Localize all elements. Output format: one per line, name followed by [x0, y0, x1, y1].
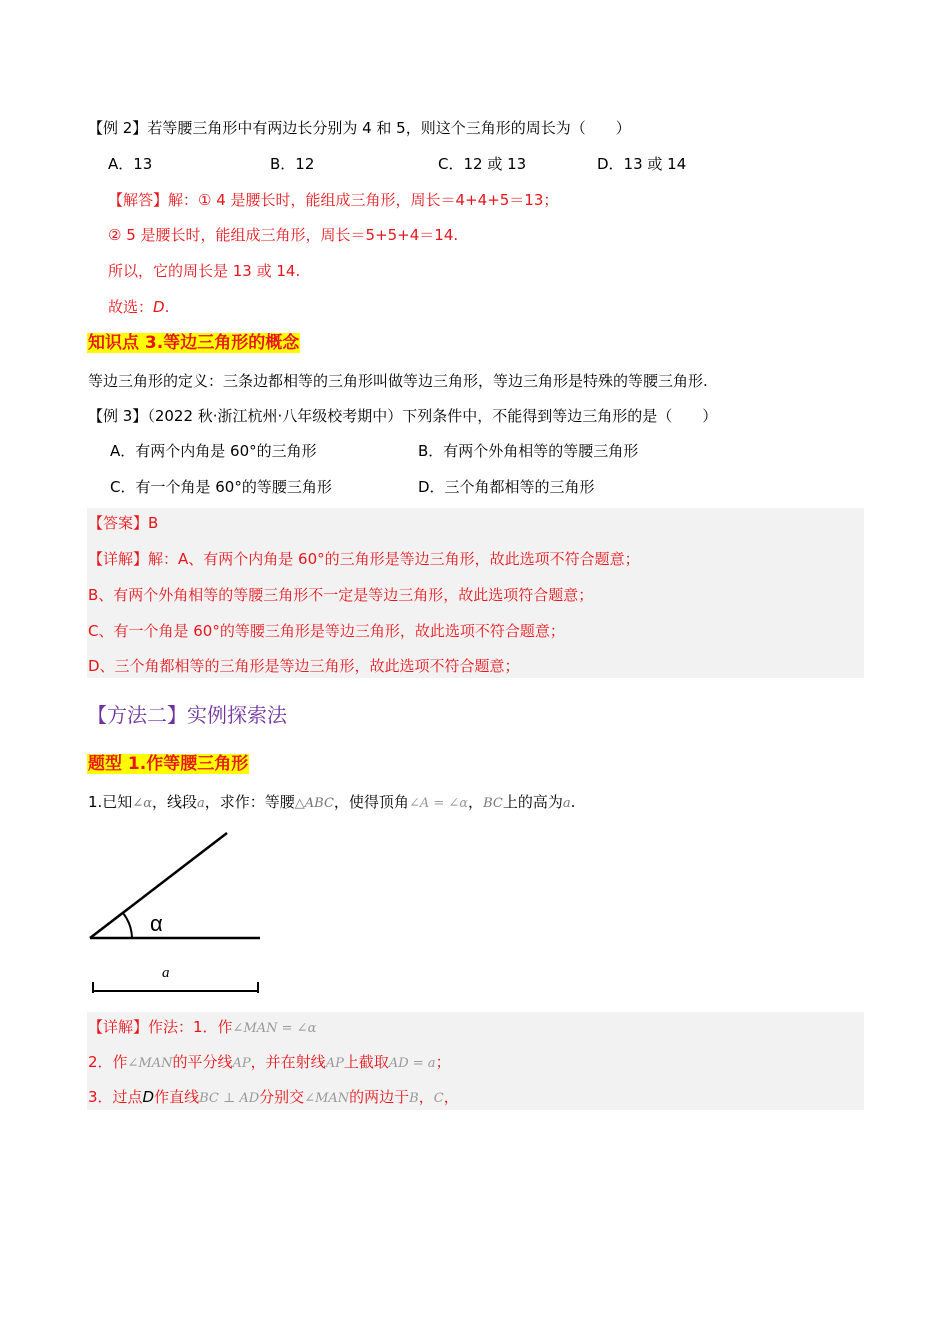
detail-step-3-angle: ∠MAN	[304, 1091, 350, 1106]
detail-step-2-text-b: 的平分线	[172, 1053, 233, 1071]
q1-height-a: a	[562, 796, 571, 811]
question-1-detail-line-1	[88, 1016, 316, 1040]
detail-step-3-point-d: D	[142, 1088, 155, 1106]
example-2-solution-line-4	[108, 296, 169, 318]
example-2-solution-text-1: 解：① 4 是腰长时，能组成三角形，周长＝4+4+5＝13；	[168, 191, 559, 209]
detail-step-2-text-d: 上截取	[343, 1053, 389, 1071]
example-3-option-c: C．有一个角是 60°的等腰三角形	[110, 478, 332, 496]
example-3-label: 【例 3】	[88, 407, 148, 425]
example-3-option-a: A．有两个内角是 60°的三角形	[110, 442, 317, 460]
example-2-solution-line-2: ② 5 是腰长时，能组成三角形，周长＝5+5+4＝14.	[108, 226, 459, 244]
detail-step-3-text-a: 3．过点	[88, 1088, 143, 1106]
example-2-solution-line-1	[108, 189, 558, 211]
question-1-detail-line-3	[88, 1086, 459, 1110]
detail-step-3-point-c: C	[433, 1091, 444, 1106]
example-2-option-c: C．12 或 13	[438, 155, 527, 173]
detail-step-3-perpendicular: BC ⊥ AD	[199, 1091, 260, 1106]
question-type-1-heading	[87, 752, 249, 776]
example-3-detail-3: C、有一个角是 60°的等腰三角形是等边三角形，故此选项不符合题意；	[88, 622, 565, 640]
example-2-option-a: A．13	[108, 155, 153, 173]
q1-text-5: ，	[468, 793, 484, 811]
example-3-detail-1: 【详解】解：A、有两个内角是 60°的三角形是等边三角形，故此选项不符合题意；	[88, 550, 640, 568]
segment-a-label: a	[162, 965, 170, 981]
detail-step-3-text-e: ，	[418, 1088, 434, 1106]
q1-text-4: ，使得顶角	[333, 793, 409, 811]
q1-text-3: ，求作：等腰	[204, 793, 295, 811]
example-2-option-b: B．12	[270, 155, 315, 173]
detail-step-3-text-b: 作直线	[154, 1088, 200, 1106]
angle-alpha-label: α	[150, 911, 163, 936]
q1-text-2: ，线段	[151, 793, 197, 811]
detail-step-2-ray-2: AP	[325, 1056, 344, 1071]
detail-step-3-point-b: B	[409, 1091, 419, 1106]
detail-step-3-text-f: ，	[443, 1088, 459, 1106]
method-2-heading: 【方法二】实例探索法	[87, 703, 287, 727]
q1-text-7: .	[570, 793, 576, 811]
angle-arc	[123, 913, 132, 938]
example-2-solution-label: 【解答】	[108, 191, 169, 209]
question-1	[88, 791, 575, 815]
q1-side-bc: BC	[483, 796, 503, 811]
chosen-option: D	[153, 298, 165, 316]
example-3-option-b: B．有两个外角相等的等腰三角形	[418, 442, 639, 460]
equilateral-definition: 等边三角形的定义：三条边都相等的三角形叫做等边三角形，等边三角形是特殊的等腰三角形.	[88, 372, 708, 390]
example-3-question	[88, 405, 717, 427]
example-2-label: 【例 2】	[88, 119, 148, 137]
example-3-option-d: D．三个角都相等的三角形	[418, 478, 595, 496]
q1-text-1: 1.已知	[88, 793, 133, 811]
example-2-solution-line-3: 所以，它的周长是 13 或 14.	[108, 262, 301, 280]
choose-suffix: .	[164, 298, 170, 316]
detail-step-1-text: 【详解】作法：1．作	[88, 1018, 233, 1036]
example-2-question	[88, 117, 631, 139]
q1-triangle-abc: △ABC	[294, 796, 334, 811]
example-3-answer: 【答案】B	[88, 514, 159, 532]
q1-text-6: 上的高为	[502, 793, 563, 811]
q1-segment-a: a	[197, 796, 205, 811]
q1-angle-alpha: ∠α	[132, 796, 152, 811]
detail-step-2-angle: ∠MAN	[127, 1056, 173, 1071]
detail-step-2-text-c: ，并在射线	[250, 1053, 326, 1071]
detail-step-2-text-a: 2．作	[88, 1053, 128, 1071]
detail-step-2-equation: AD = a	[388, 1056, 436, 1071]
example-3-question-text: （2022 秋·浙江杭州·八年级校考期中）下列条件中，不能得到等边三角形的是（ ）	[147, 407, 718, 425]
angle-and-segment-figure	[80, 825, 280, 1000]
knowledge-point-3-title: 知识点 3.等边三角形的概念	[88, 333, 300, 353]
detail-step-3-text-d: 的两边于	[349, 1088, 410, 1106]
choose-prefix: 故选：	[108, 298, 154, 316]
example-3-detail-2: B、有两个外角相等的等腰三角形不一定是等边三角形，故此选项符合题意；	[88, 586, 594, 604]
example-2-option-d: D．13 或 14	[597, 155, 687, 173]
question-1-detail-line-2	[88, 1051, 451, 1075]
detail-step-2-text-e: ；	[435, 1053, 451, 1071]
knowledge-point-3-heading	[87, 331, 300, 355]
detail-step-2-ray-1: AP	[232, 1056, 251, 1071]
example-2-question-text: 若等腰三角形中有两边长分别为 4 和 5，则这个三角形的周长为（ ）	[147, 119, 631, 137]
detail-step-1-math: ∠MAN = ∠α	[232, 1021, 317, 1036]
example-3-detail-4: D、三个角都相等的三角形是等边三角形，故此选项不符合题意；	[88, 657, 520, 675]
detail-step-3-text-c: 分别交	[259, 1088, 305, 1106]
q1-angle-equation: ∠A = ∠α	[408, 796, 469, 811]
question-type-1-title: 题型 1.作等腰三角形	[88, 754, 249, 774]
